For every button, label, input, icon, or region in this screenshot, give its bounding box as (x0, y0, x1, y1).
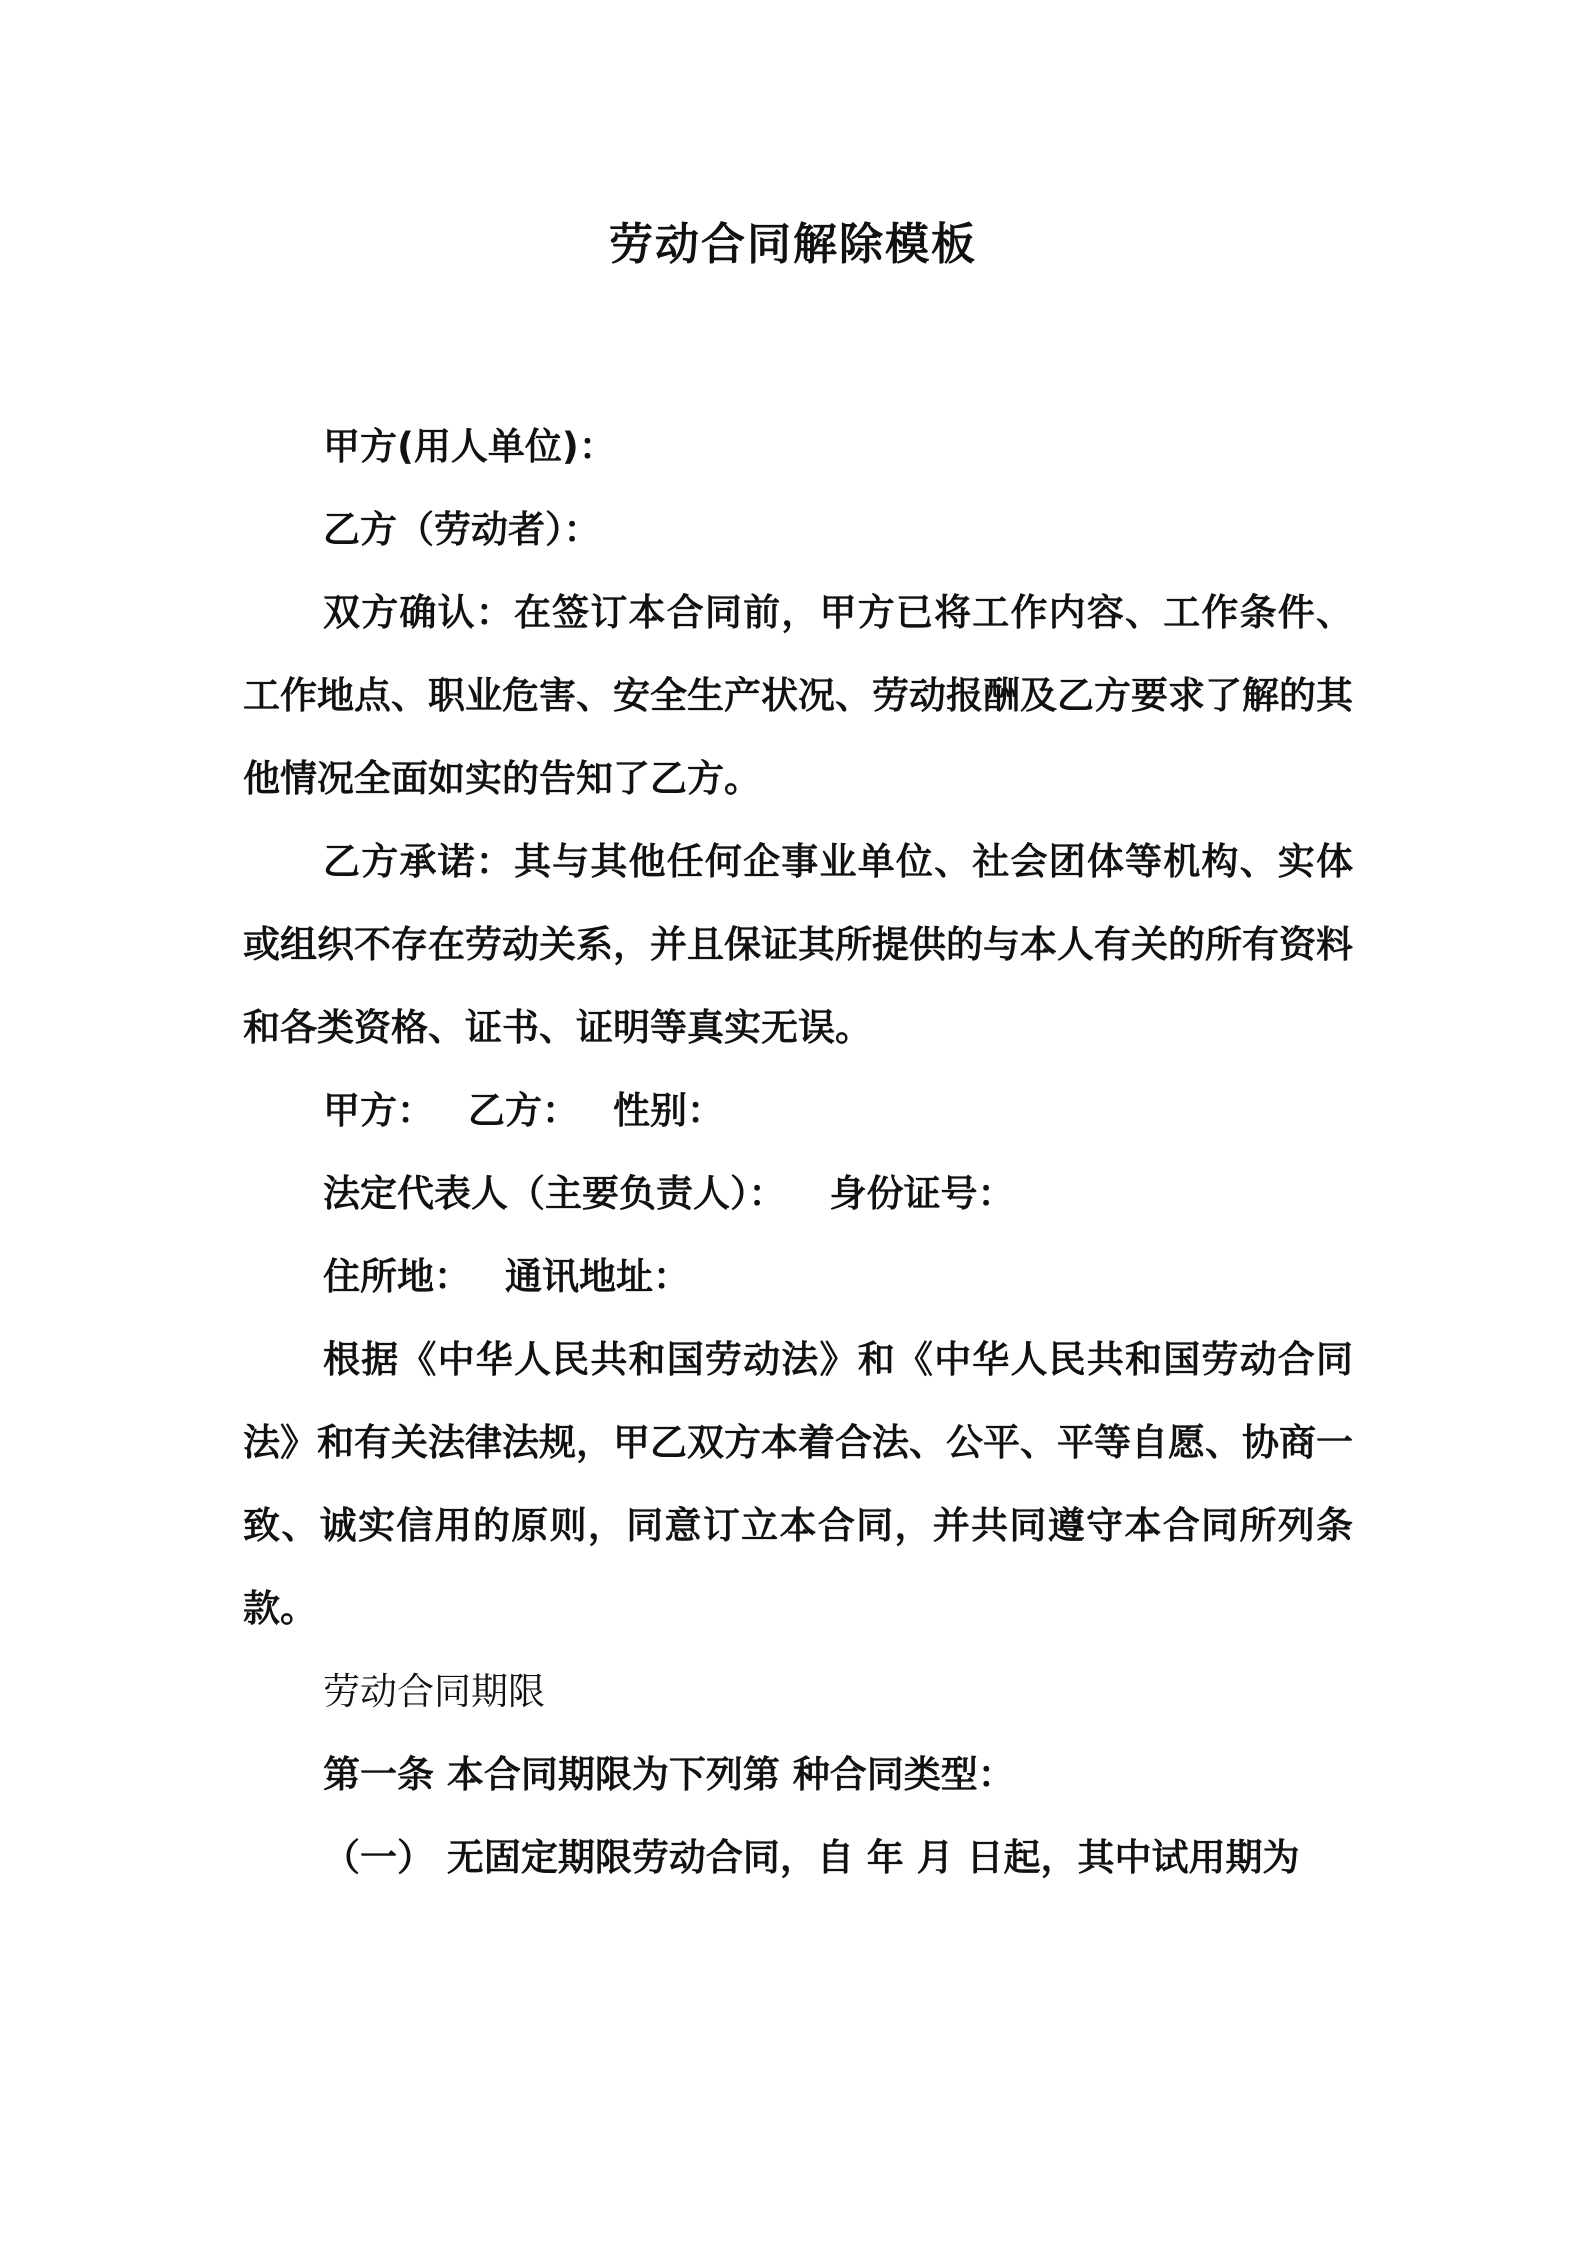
article-one-item-one: （一） 无固定期限劳动合同，自 年 月 日起，其中试用期为 (323, 1836, 1300, 1879)
gender-field: 性别： (613, 1089, 724, 1132)
legal-representative-field: 法定代表人（主要负责人）： (323, 1172, 786, 1215)
residence-field: 住所地： (323, 1255, 471, 1298)
legal-basis-paragraph: 根据《中华人民共和国劳动法》和《中华人民共和国劳动合同法》和有关法律法规，甲乙双方本着合法、公平、平等自愿、协商一致、诚实信用的原则，同意订立本合同，并共同遵守本合同所列条款。 (243, 1338, 1353, 1630)
party-a-employer-line: 甲方(用人单位)： (323, 425, 616, 468)
party-b-field: 乙方： (468, 1089, 579, 1132)
document-title: 劳动合同解除模板 (609, 219, 977, 270)
id-number-field: 身份证号： (829, 1172, 1015, 1215)
party-info-line-2 (243, 1152, 1353, 1235)
party-a-field: 甲方： (323, 1089, 434, 1132)
document-body (243, 405, 1353, 1899)
party-b-commitment-paragraph: 乙方承诺：其与其他任何企事业单位、社会团体等机构、实体或组织不存在劳动关系，并且保证其所提供的与本人有关的所有资料和各类资格、证书、证明等真实无误。 (243, 840, 1353, 1049)
party-b-worker-line: 乙方（劳动者）： (323, 508, 601, 551)
contract-term-heading: 劳动合同期限 (323, 1670, 545, 1713)
mutual-confirmation-paragraph: 双方确认：在签订本合同前，甲方已将工作内容、工作条件、工作地点、职业危害、安全生产状况、劳动报酬及乙方要求了解的其他情况全面如实的告知了乙方。 (243, 591, 1353, 800)
party-info-line-1 (243, 1069, 1353, 1152)
article-one: 第一条 本合同期限为下列第 种合同类型： (323, 1753, 1015, 1796)
mailing-address-field: 通讯地址： (505, 1255, 690, 1298)
party-info-line-3 (243, 1235, 1353, 1318)
